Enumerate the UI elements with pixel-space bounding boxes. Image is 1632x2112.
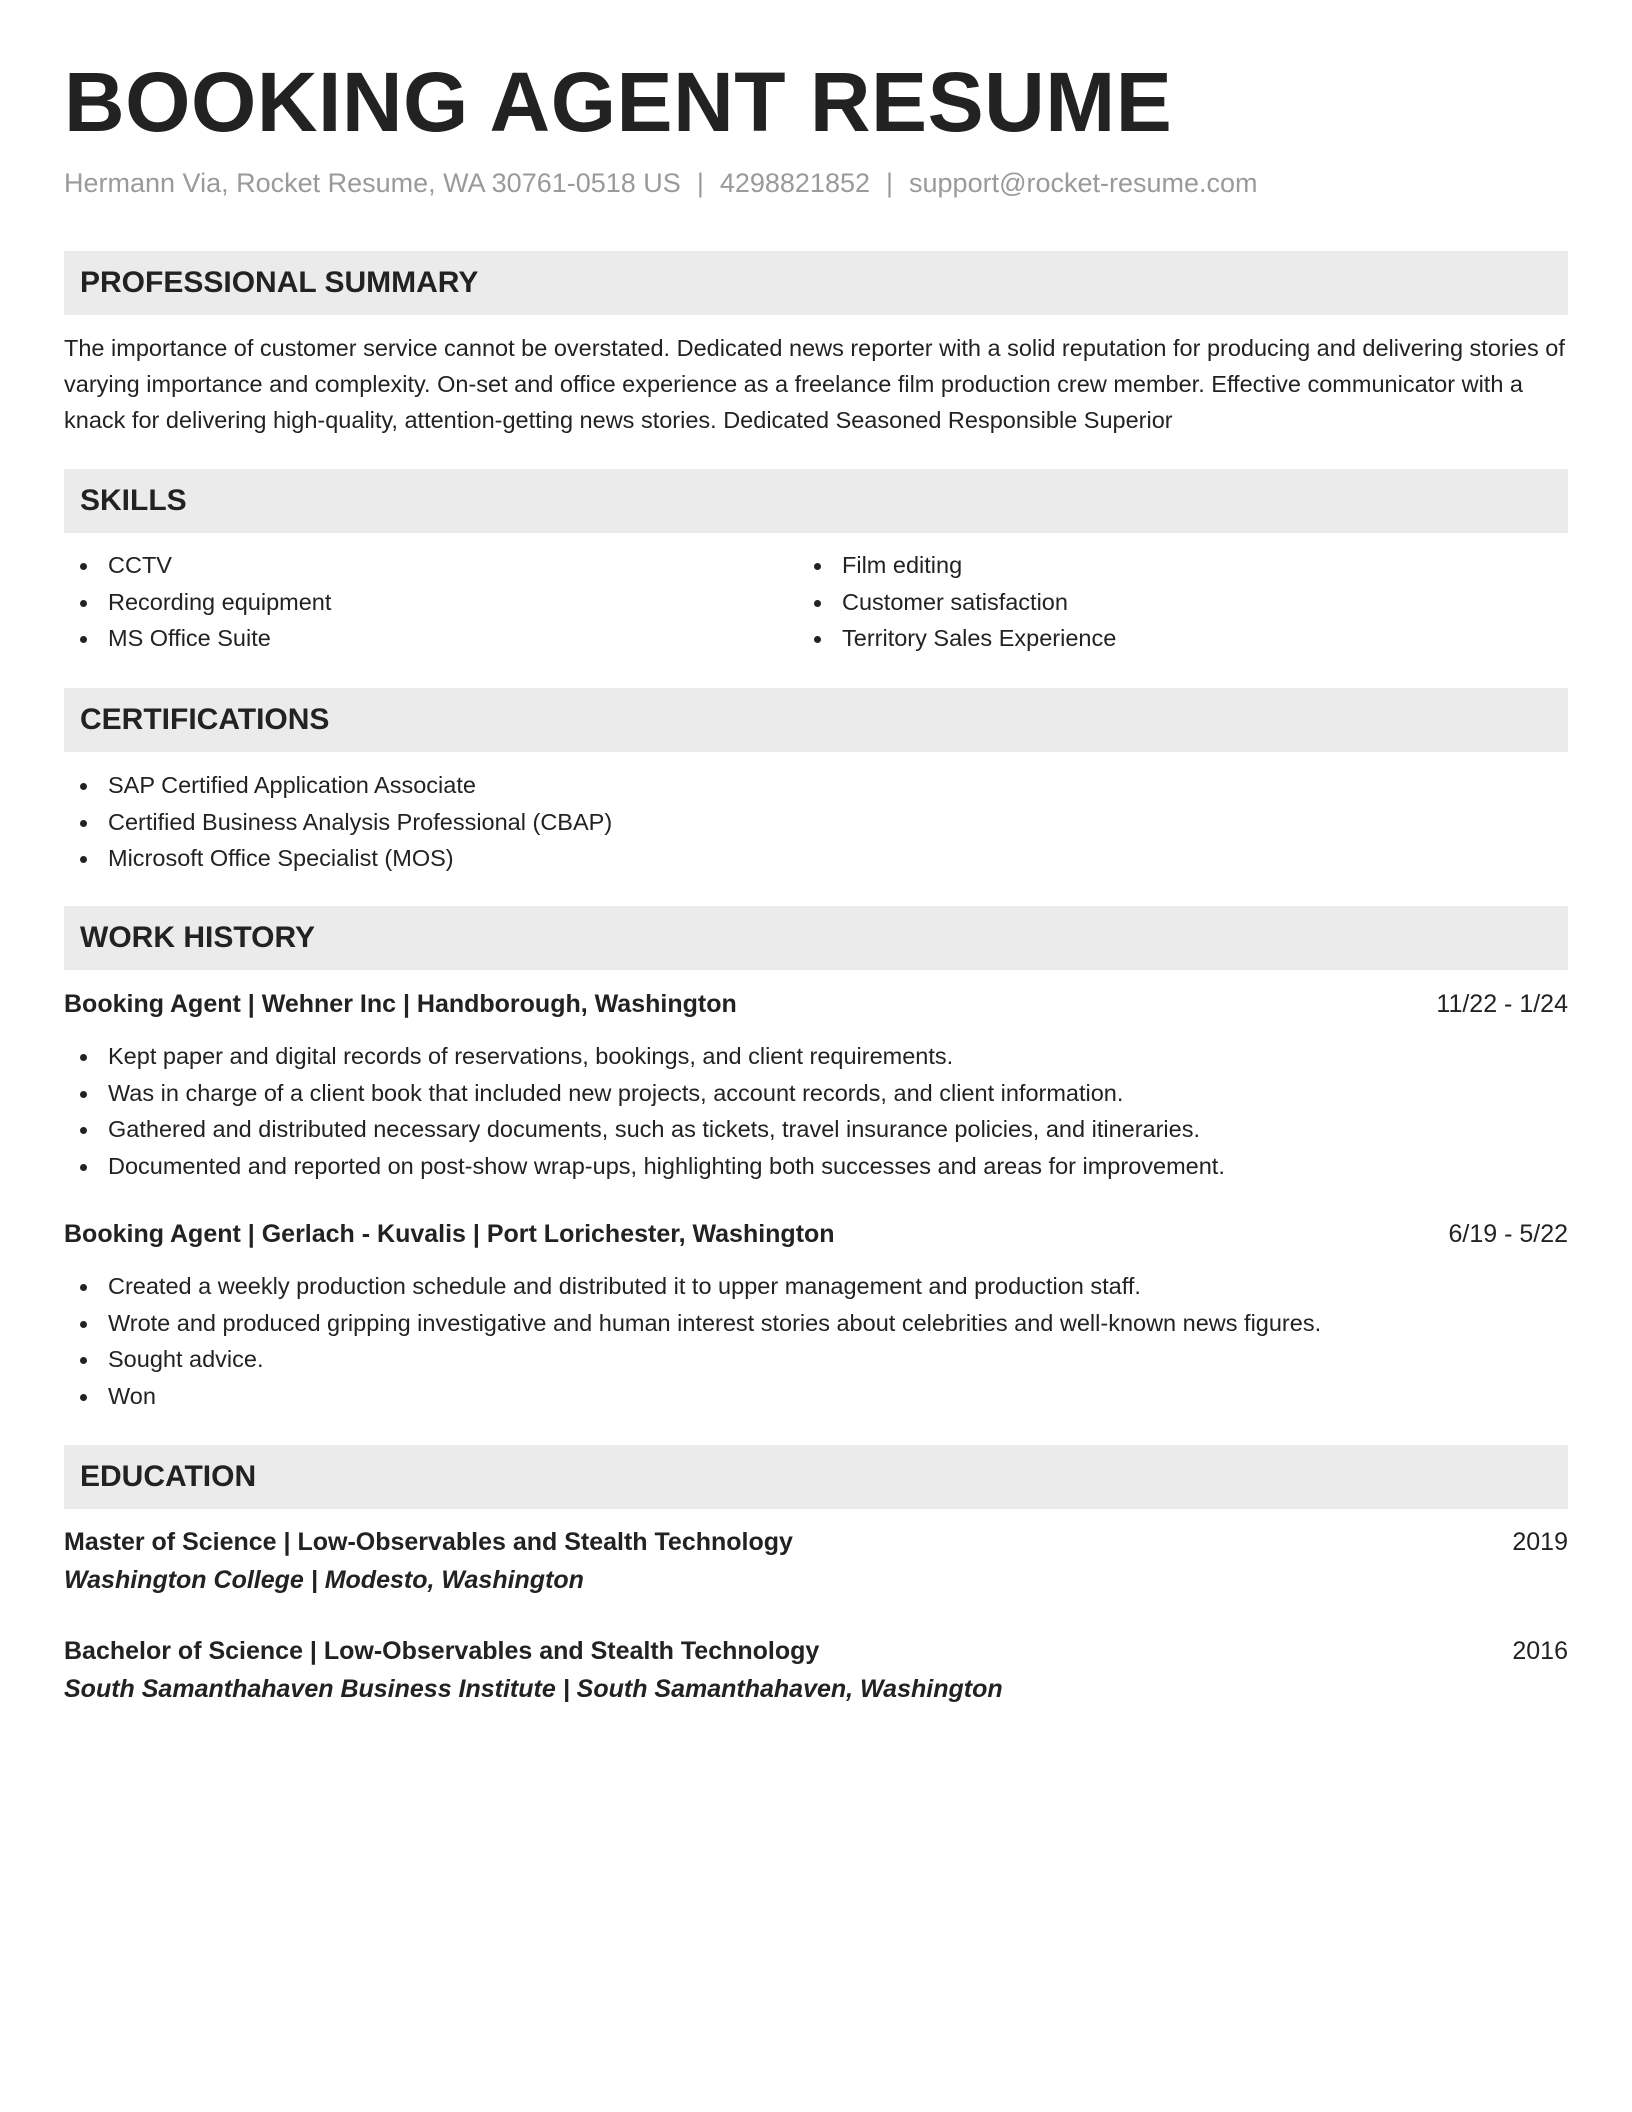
contact-phone: 4298821852 [719,168,870,198]
contact-line [64,165,1258,201]
job-bullets [64,1038,1225,1184]
education-degree: Bachelor of Science | Low-Observables and Stealth Technology [64,1637,820,1665]
skills-list-right [798,547,1116,657]
list-item: MS Office Suite [64,620,331,657]
list-item: Wrote and produced gripping investigative and human interest stories about celebrities and well-known news figures. [64,1305,1321,1342]
list-item: Film editing [798,547,1116,584]
education-degree: Master of Science | Low-Observables and Stealth Technology [64,1528,793,1556]
education-school: Washington College | Modesto, Washington [64,1566,584,1594]
skills-list-left [64,547,331,657]
list-item: Won [64,1378,1321,1415]
contact-separator: | [886,168,894,198]
summary-text: The importance of customer service cannot be overstated. Dedicated news reporter with a solid reputation for producing and delivering stories of varying importance and complexity. On-set and office experience as a freelance film production crew member. Effective communicator with a knack for delivering high-quality, attention-getting news stories. Dedicated Seasoned Responsible Superior [64,335,1565,433]
contact-separator: | [696,168,704,198]
list-item: Kept paper and digital records of reservations, bookings, and client requirements. [64,1038,1225,1075]
list-item: Recording equipment [64,584,331,621]
job-bullets [64,1268,1321,1414]
contact-email: support@rocket-resume.com [909,168,1258,198]
page-title: BOOKING AGENT RESUME [64,55,1173,149]
section-heading-summary: PROFESSIONAL SUMMARY [64,251,1568,315]
contact-address: Hermann Via, Rocket Resume, WA 30761-0518 US [64,168,681,198]
list-item: Sought advice. [64,1341,1321,1378]
job-title: Booking Agent | Wehner Inc | Handborough, Washington [64,990,737,1018]
education-school: South Samanthahaven Business Institute | South Samanthahaven, Washington [64,1675,1003,1703]
list-item: Customer satisfaction [798,584,1116,621]
list-item: Documented and reported on post-show wrap-ups, highlighting both successes and areas for improvement. [64,1148,1225,1185]
list-item: Certified Business Analysis Professional (CBAP) [64,804,612,841]
list-item: CCTV [64,547,331,584]
list-item: Territory Sales Experience [798,620,1116,657]
section-heading-certifications: CERTIFICATIONS [64,688,1568,752]
list-item: Microsoft Office Specialist (MOS) [64,840,612,877]
education-year: 2019 [1512,1528,1568,1556]
job-title: Booking Agent | Gerlach - Kuvalis | Port Lorichester, Washington [64,1220,835,1248]
section-heading-skills: SKILLS [64,469,1568,533]
certifications-list [64,767,612,877]
list-item: Created a weekly production schedule and distributed it to upper management and production staff. [64,1268,1321,1305]
list-item: SAP Certified Application Associate [64,767,612,804]
job-dates: 11/22 - 1/24 [1436,990,1568,1018]
section-heading-education: EDUCATION [64,1445,1568,1509]
list-item: Was in charge of a client book that included new projects, account records, and client information. [64,1075,1225,1112]
list-item: Gathered and distributed necessary documents, such as tickets, travel insurance policies, and itineraries. [64,1111,1225,1148]
job-dates: 6/19 - 5/22 [1448,1220,1568,1248]
education-year: 2016 [1512,1637,1568,1665]
section-heading-work-history: WORK HISTORY [64,906,1568,970]
